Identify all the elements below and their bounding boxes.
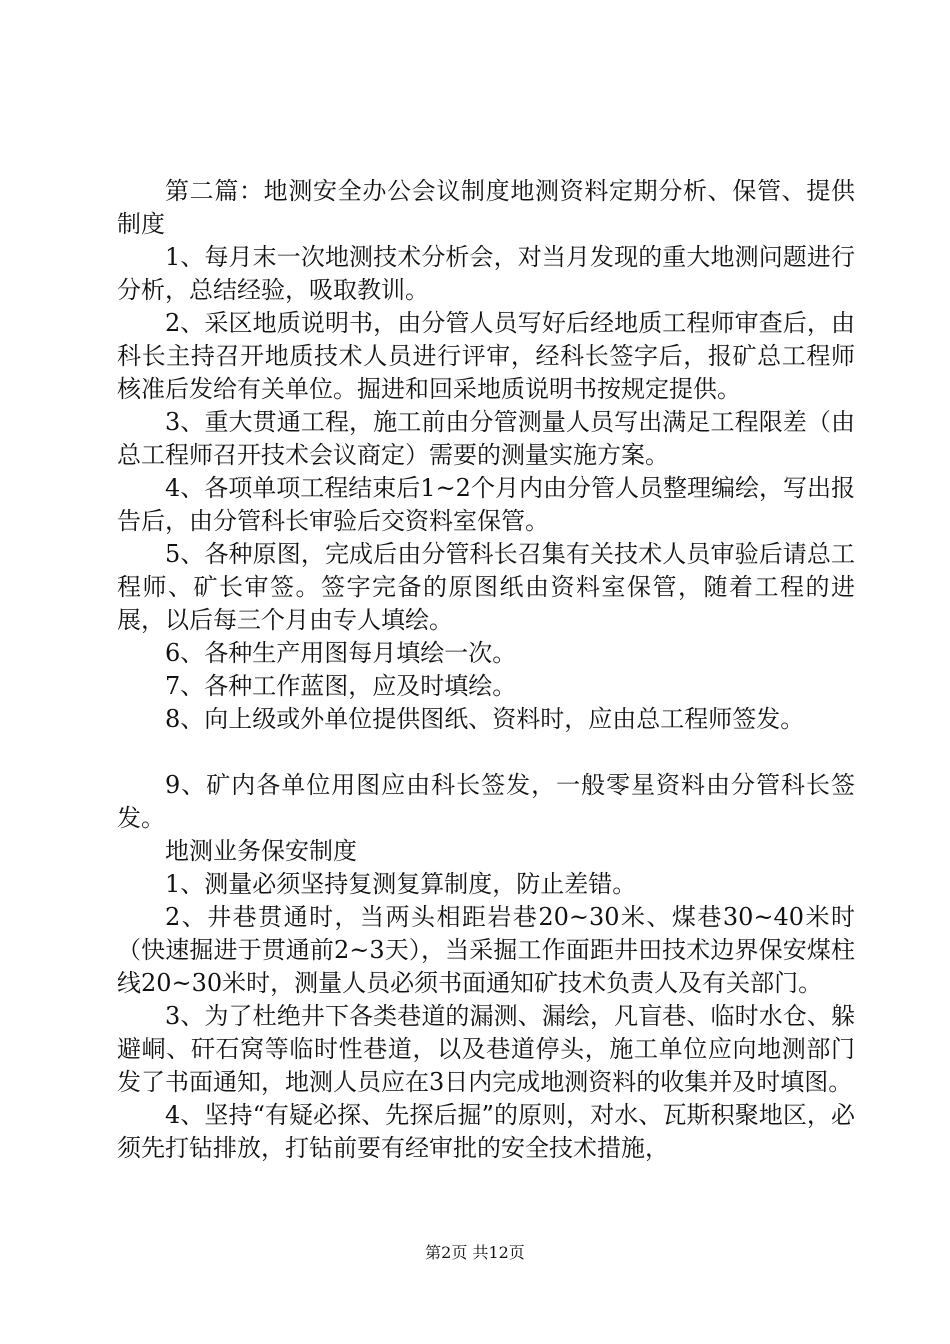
paragraph-12: 2、井巷贯通时，当两头相距岩巷20~30米、煤巷30~40米时（快速掘进于贯通前2~3天），当采掘工作面距井田技术边界保安煤柱线20~30米时，测量人员必须书面通知矿技术负责人及有关部门。 [117, 903, 855, 997]
section-heading: 地测业务保安制度 [165, 837, 357, 865]
paragraph-5: 5、各种原图，完成后由分管科长召集有关技术人员审验后请总工程师、矿长审签。签字完备的原图纸由资料室保管，随着工程的进展，以后每三个月由专人填绘。 [117, 540, 855, 634]
paragraph-2: 2、采区地质说明书，由分管人员写好后经地质工程师审查后，由科长主持召开地质技术人员进行评审，经科长签字后，报矿总工程师核准后发给有关单位。掘进和回采地质说明书按规定提供。 [117, 309, 855, 403]
paragraph-11: 1、测量必须坚持复测复算制度，防止差错。 [165, 870, 637, 898]
paragraph-1: 1、每月末一次地测技术分析会，对当月发现的重大地测问题进行分析，总结经验，吸取教训。 [117, 243, 855, 304]
paragraph-3: 3、重大贯通工程，施工前由分管测量人员写出满足工程限差（由总工程师召开技术会议商定）需要的测量实施方案。 [117, 408, 855, 469]
paragraph-6: 6、各种生产用图每月填绘一次。 [165, 639, 517, 667]
page-footer: 第2页 共12页 [425, 1243, 525, 1262]
document-body [117, 175, 855, 1165]
paragraph-14: 4、坚持“有疑必探、先探后掘”的原则，对水、瓦斯积聚地区，必须先打钻排放，打钻前要有经审批的安全技术措施， [117, 1101, 855, 1162]
paragraph-7: 7、各种工作蓝图，应及时填绘。 [165, 672, 517, 700]
paragraph-4: 4、各项单项工程结束后1~2个月内由分管人员整理编绘，写出报告后，由分管科长审验后交资料室保管。 [117, 474, 855, 535]
paragraph-8: 8、向上级或外单位提供图纸、资料时，应由总工程师签发。 [165, 705, 805, 733]
paragraph-13: 3、为了杜绝井下各类巷道的漏测、漏绘，凡盲巷、临时水仓、躲避峒、矸石窝等临时性巷道，以及巷道停头，施工单位应向地测部门发了书面通知，地测人员应在3日内完成地测资料的收集并及时填图。 [117, 1002, 855, 1096]
doc-title: 第二篇：地测安全办公会议制度地测资料定期分析、保管、提供制度 [117, 177, 855, 238]
paragraph-9: 9、矿内各单位用图应由科长签发，一般零星资料由分管科长签发。 [117, 771, 855, 832]
